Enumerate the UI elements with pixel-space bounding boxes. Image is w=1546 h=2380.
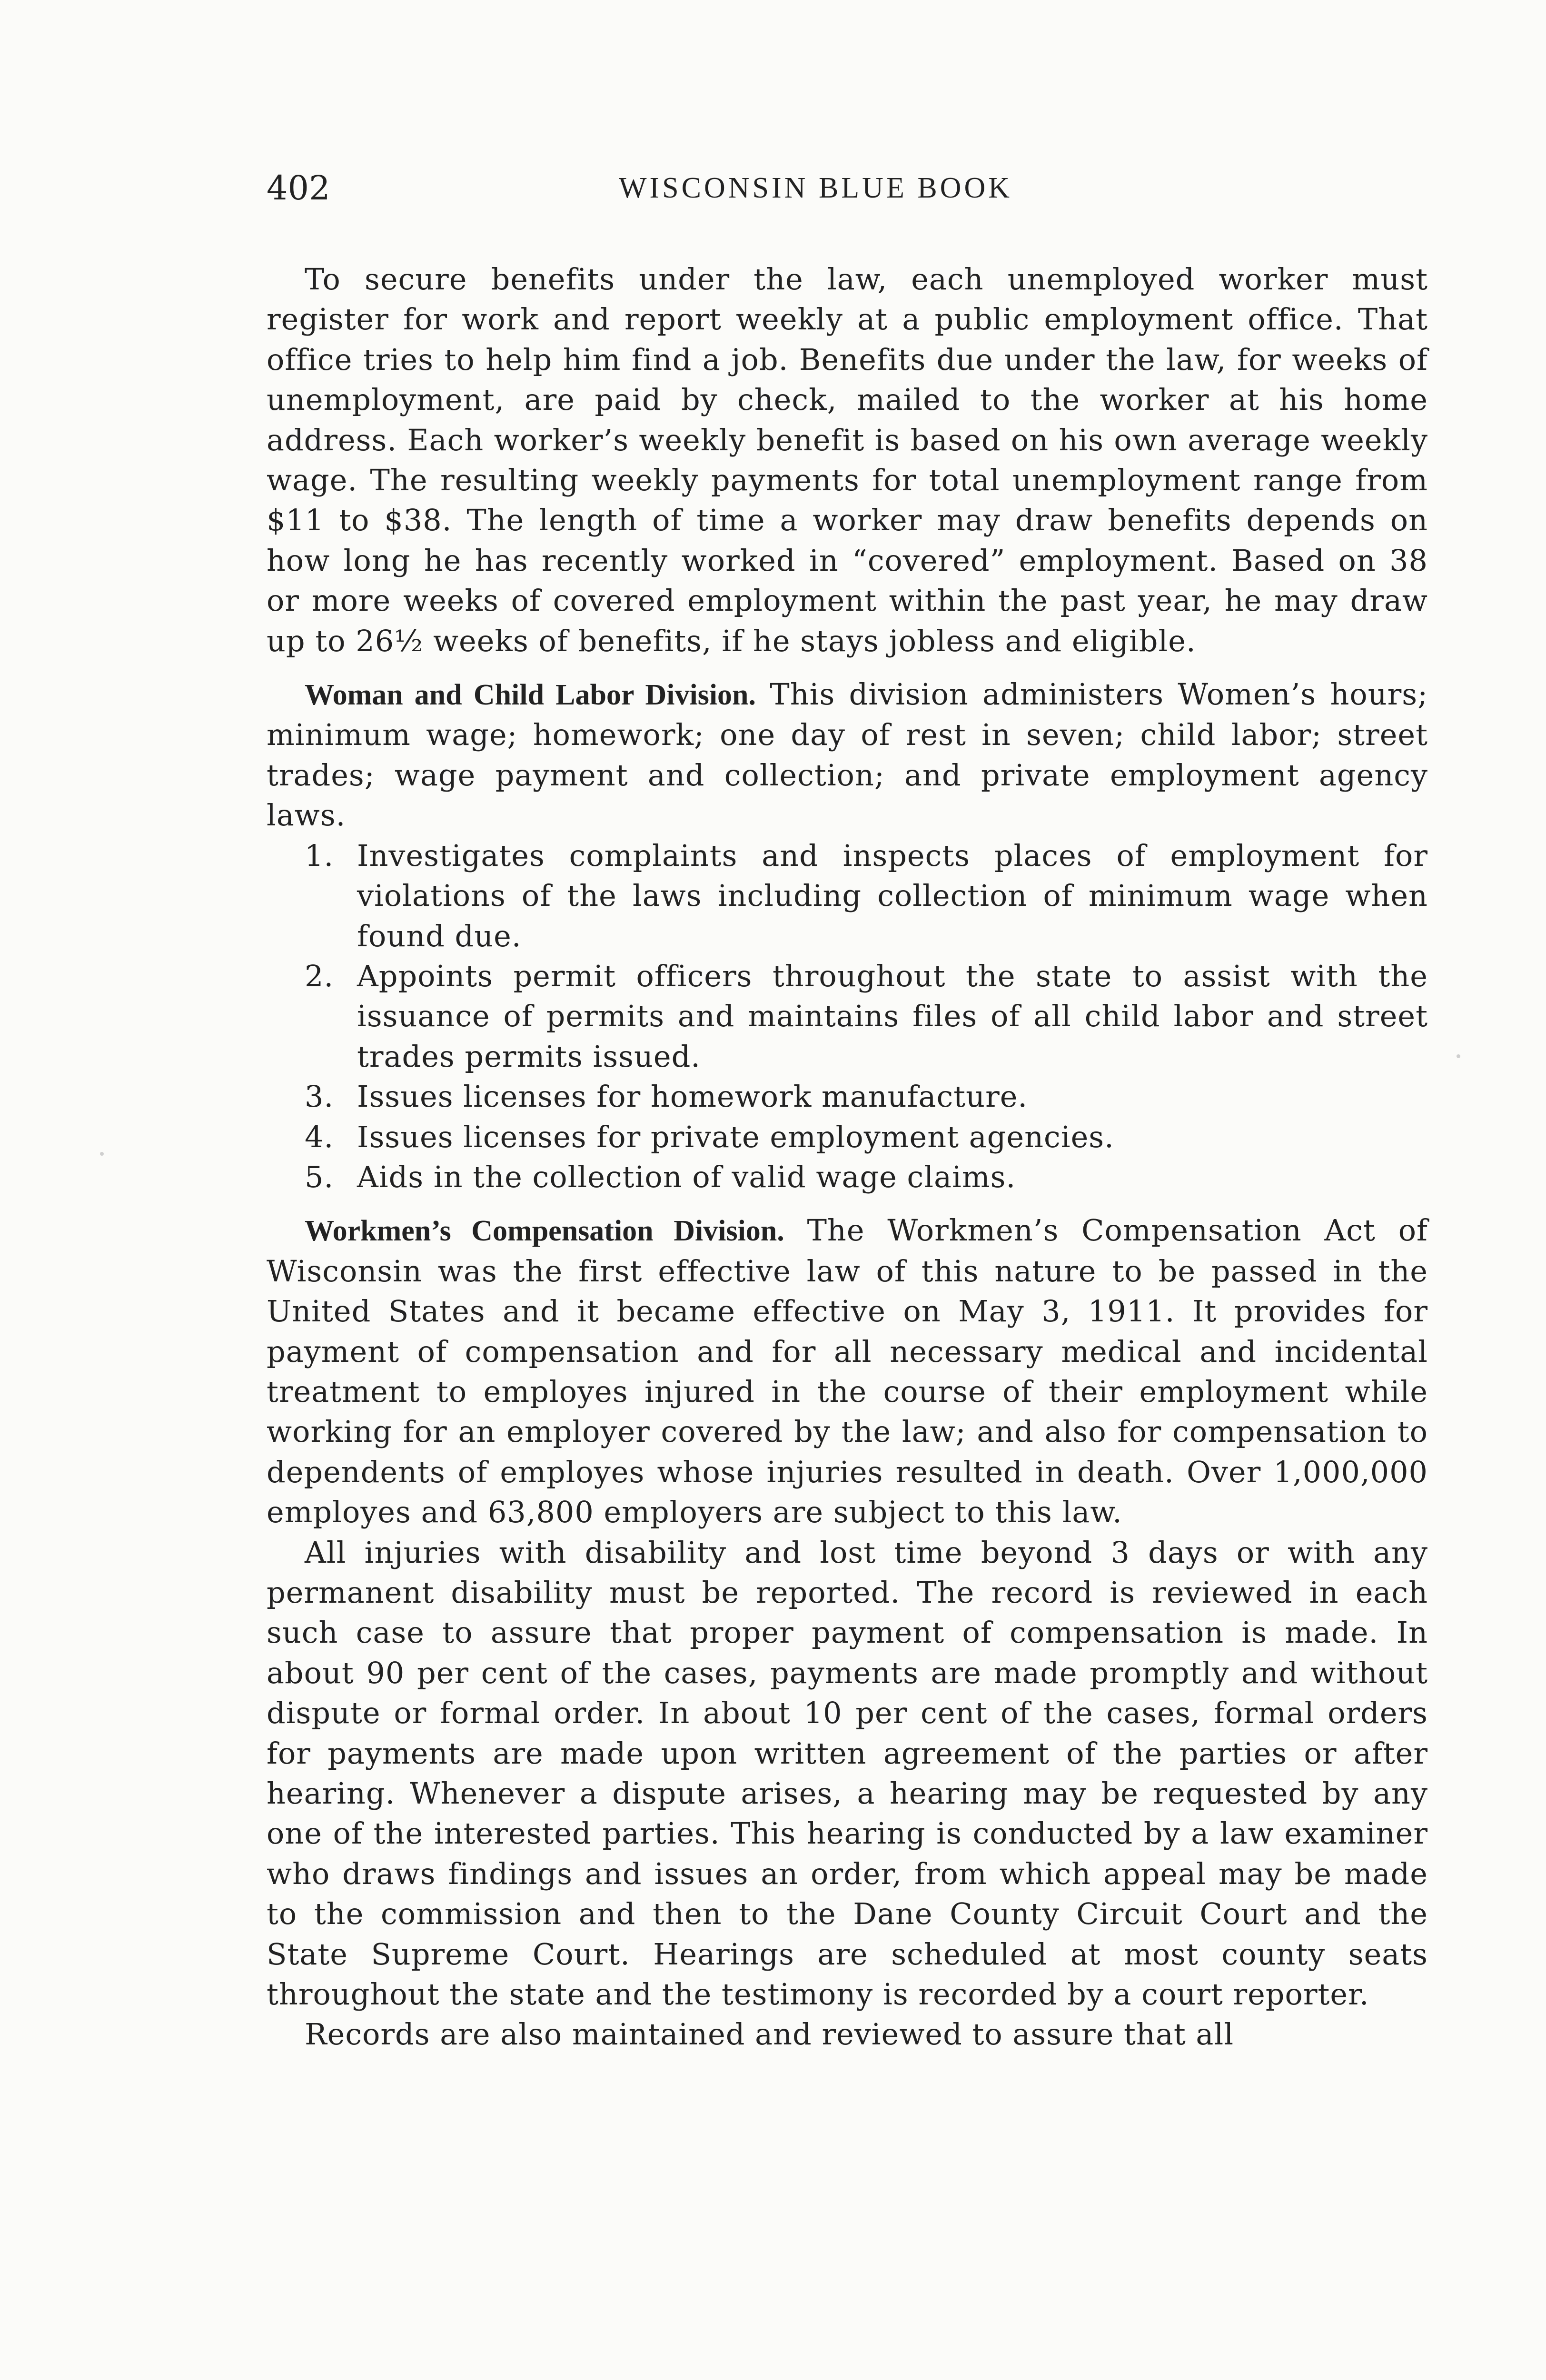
running-title: WISCONSIN BLUE BOOK — [619, 172, 1012, 204]
heading-woman-child-division: Woman and Child Labor Division. — [305, 679, 756, 712]
list-item-number: 5. — [305, 1159, 334, 1194]
list-item-text: Appoints permit officers throughout the state to assist with the issuance of permits and maintains files of all child labor and street trades permits issued. — [357, 958, 1428, 1074]
page-number: 402 — [267, 169, 330, 208]
woman-child-duties-list — [267, 836, 1428, 1198]
list-item — [267, 1157, 1428, 1197]
list-item — [267, 836, 1428, 956]
list-item — [267, 1117, 1428, 1157]
woman-child-body: This division administers Women’s hours; minimum wage; homework; one day of rest in seven; child labor; street trades; wage payment and collection; and private employment agency laws. — [267, 677, 1428, 833]
paragraph-records: Records are also maintained and reviewed to assure that all — [305, 2017, 1234, 2052]
list-item-text: Issues licenses for private employment agencies. — [357, 1119, 1114, 1154]
list-item — [267, 1077, 1428, 1117]
paragraph-intro: To secure benefits under the law, each unemployed worker must register for work and report weekly at a public employment office. That office tries to help him find a job. Benefits due under the law, for weeks of unemployment, are paid by check, mailed to the worker at his home address. Each worker’s weekly benefit is based on his own average weekly wage. The resulting weekly payments for total unemployment range from $11 to $38. The length of time a worker may draw benefits depends on how long he has recently worked in “covered” employment. Based on 38 or more weeks of covered employment within the past year, he may draw up to 26½ weeks of benefits, if he stays jobless and eligible. — [267, 262, 1428, 658]
list-item-number: 3. — [305, 1079, 334, 1114]
page-header — [267, 162, 1428, 214]
list-item-number: 2. — [305, 958, 334, 993]
scan-speck — [100, 1152, 104, 1156]
list-item — [267, 956, 1428, 1077]
workmens-compensation-body: The Workmen’s Compensation Act of Wisconsin was the first effective law of this nature to be passed in the United States and it became effective on May 3, 1911. It provides for payment of compensation and for all necessary medical and incidental treatment to employes injured in the course of their employment while working for an employer covered by the law; and also for compensation to dependents of employes whose injuries resulted in death. Over 1,000,000 employes and 63,800 employers are subject to this law. — [267, 1213, 1428, 1530]
scan-speck — [1457, 1054, 1460, 1058]
list-item-number: 1. — [305, 838, 334, 873]
list-item-text: Aids in the collection of valid wage claims. — [357, 1159, 1016, 1194]
heading-workmens-compensation-division: Workmen’s Compensation Division. — [305, 1215, 784, 1248]
paragraph-injuries: All injuries with disability and lost time beyond 3 days or with any permanent disability must be reported. The record is reviewed in each such case to assure that proper payment of compensation is made. In about 90 per cent of the cases, payments are made promptly and without dispute or formal order. In about 10 per cent of the cases, formal orders for payments are made upon written agreement of the parties or after hearing. Whenever a dispute arises, a hearing may be requested by any one of the interested parties. This hearing is conducted by a law examiner who draws findings and issues an order, from which appeal may be made to the commission and then to the Dane County Circuit Court and the State Supreme Court. Hearings are scheduled at most county seats throughout the state and the testimony is recorded by a court reporter. — [267, 1535, 1428, 2012]
list-item-text: Issues licenses for homework manufacture. — [357, 1079, 1028, 1114]
paragraph-workmens-compensation — [267, 1210, 1428, 1532]
list-item-number: 4. — [305, 1119, 334, 1154]
paragraph-woman-child — [267, 674, 1428, 836]
body-text — [267, 259, 1428, 2055]
list-item-text: Investigates complaints and inspects places of employment for violations of the laws including collection of minimum wage when found due. — [357, 838, 1428, 953]
